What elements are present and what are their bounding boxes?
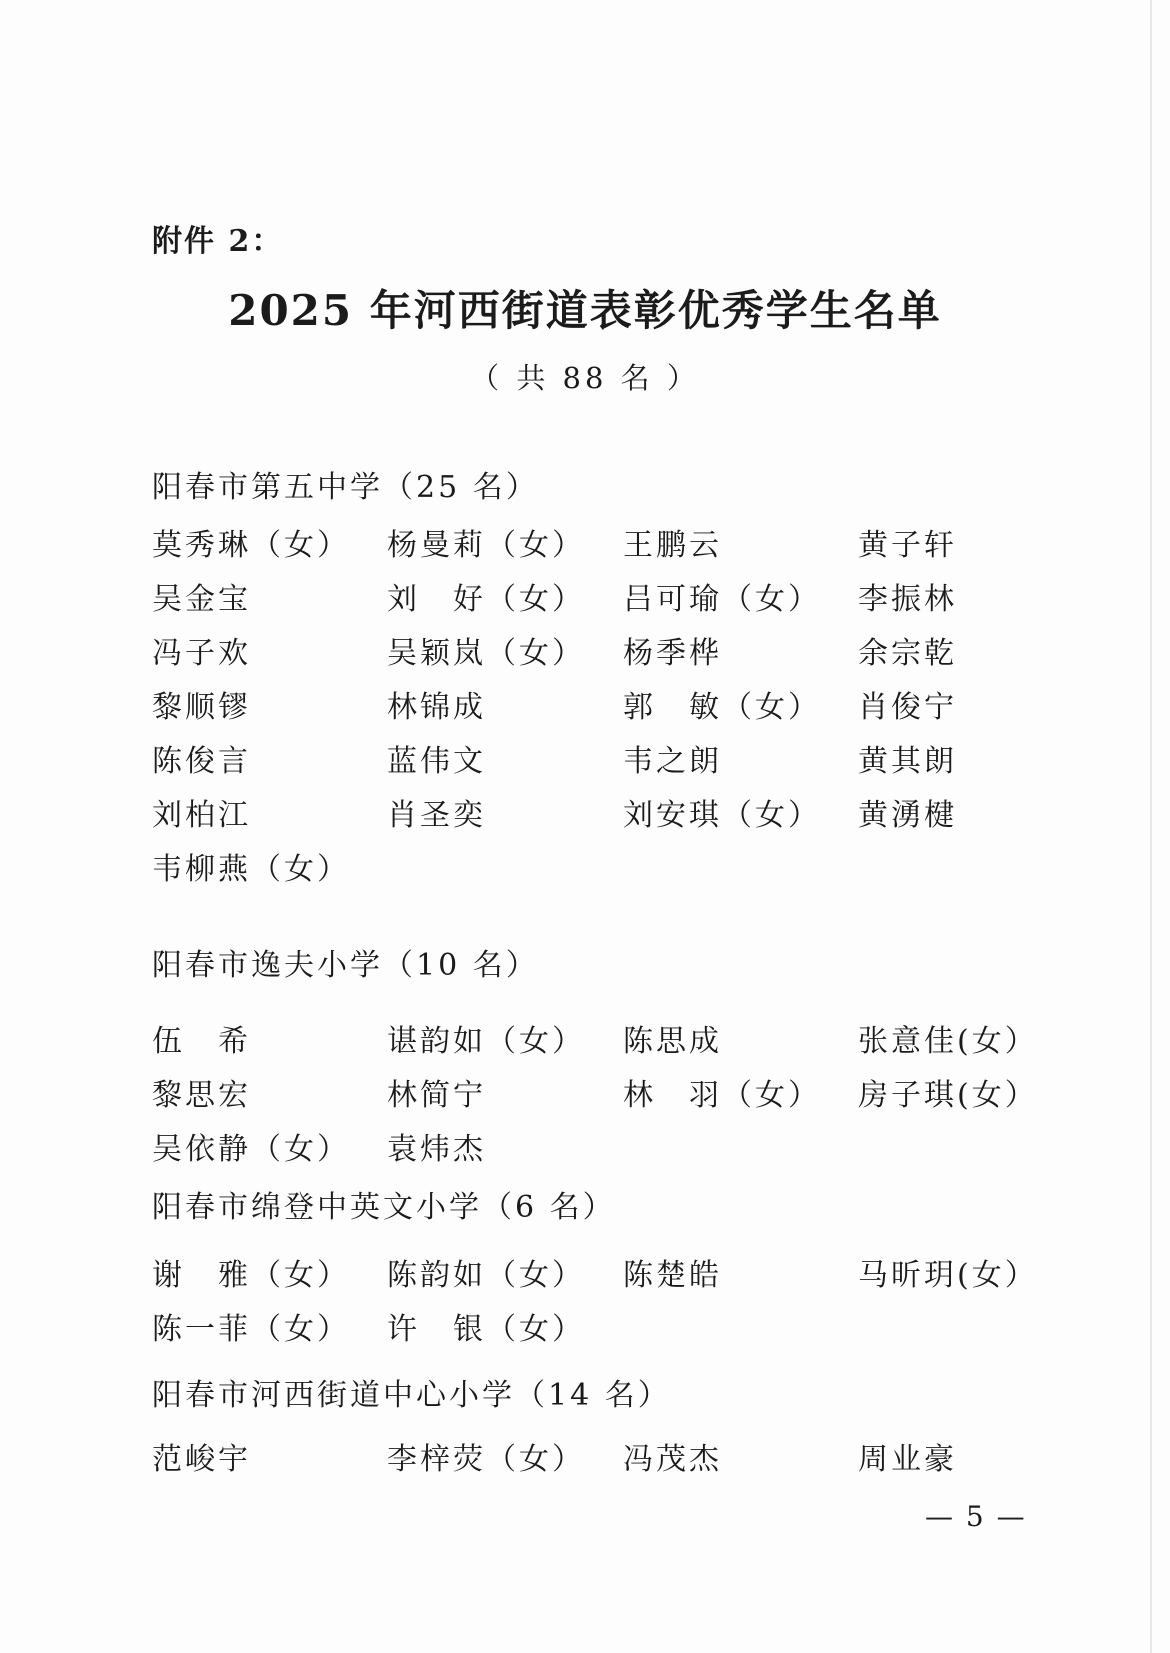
student-name: 黎思宏 — [152, 1078, 251, 1113]
page-number: — 5 — — [925, 1500, 1027, 1533]
student-name: 谢 雅（女） — [152, 1258, 350, 1293]
student-name: 林 羽（女） — [623, 1078, 821, 1113]
page-edge — [1150, 0, 1152, 1653]
student-name: 陈楚皓 — [623, 1258, 722, 1293]
section-heading: 阳春市河西街道中心小学（14 名） — [152, 1378, 671, 1413]
document-title: 2025 年河西街道表彰优秀学生名单 — [228, 286, 942, 335]
student-name: 肖俊宁 — [858, 690, 957, 725]
student-name: 陈俊言 — [152, 744, 251, 779]
name-row — [152, 1070, 1052, 1113]
student-name: 许 银（女） — [387, 1312, 585, 1347]
name-row — [152, 790, 1052, 833]
student-name: 莫秀琳（女） — [152, 528, 350, 563]
student-name: 李梓荧（女） — [387, 1442, 585, 1477]
student-name: 刘安琪（女） — [623, 798, 821, 833]
student-name: 谌韵如（女） — [387, 1024, 585, 1059]
total-count: （ 共 88 名 ） — [470, 361, 700, 395]
section-heading: 阳春市逸夫小学（10 名） — [152, 948, 539, 983]
student-name: 刘柏江 — [152, 798, 251, 833]
student-name: 周业豪 — [858, 1442, 957, 1477]
student-name: 冯子欢 — [152, 636, 251, 671]
name-row — [152, 574, 1052, 617]
student-name: 冯茂杰 — [623, 1442, 722, 1477]
student-name: 陈思成 — [623, 1024, 722, 1059]
student-name: 黄湧楗 — [858, 798, 957, 833]
name-row — [152, 844, 1052, 887]
student-name: 林简宁 — [387, 1078, 486, 1113]
name-row — [152, 1304, 1052, 1347]
student-name: 陈韵如（女） — [387, 1258, 585, 1293]
student-name: 韦柳燕（女） — [152, 852, 350, 887]
student-name: 林锦成 — [387, 690, 486, 725]
student-name: 黄子轩 — [858, 528, 957, 563]
student-name: 韦之朗 — [623, 744, 722, 779]
student-name: 杨曼莉（女） — [387, 528, 585, 563]
student-name: 吴金宝 — [152, 582, 251, 617]
student-name: 马昕玥(女） — [858, 1258, 1038, 1293]
name-row — [152, 736, 1052, 779]
student-name: 王鹏云 — [623, 528, 722, 563]
student-name: 余宗乾 — [858, 636, 957, 671]
student-name: 黎顺镠 — [152, 690, 251, 725]
student-name: 李振林 — [858, 582, 957, 617]
name-row — [152, 1016, 1052, 1059]
name-row — [152, 1434, 1052, 1477]
student-name: 范峻宇 — [152, 1442, 251, 1477]
student-name: 吴依静（女） — [152, 1132, 350, 1167]
student-name: 蓝伟文 — [387, 744, 486, 779]
name-row — [152, 520, 1052, 563]
name-row — [152, 1250, 1052, 1293]
section-heading: 阳春市第五中学（25 名） — [152, 470, 539, 505]
student-name: 房子琪(女） — [858, 1078, 1038, 1113]
student-name: 陈一菲（女） — [152, 1312, 350, 1347]
name-row — [152, 1124, 1052, 1167]
attachment-label: 附件 2： — [152, 224, 284, 259]
student-name: 杨季桦 — [623, 636, 722, 671]
student-name: 郭 敏（女） — [623, 690, 821, 725]
section-heading: 阳春市绵登中英文小学（6 名） — [152, 1190, 616, 1225]
student-name: 肖圣奕 — [387, 798, 486, 833]
name-row — [152, 628, 1052, 671]
student-name: 袁炜杰 — [387, 1132, 486, 1167]
student-name: 吴颖岚（女） — [387, 636, 585, 671]
student-name: 张意佳(女） — [858, 1024, 1038, 1059]
name-row — [152, 682, 1052, 725]
student-name: 刘 好（女） — [387, 582, 585, 617]
student-name: 吕可瑜（女） — [623, 582, 821, 617]
student-name: 伍 希 — [152, 1024, 251, 1059]
student-name: 黄其朗 — [858, 744, 957, 779]
